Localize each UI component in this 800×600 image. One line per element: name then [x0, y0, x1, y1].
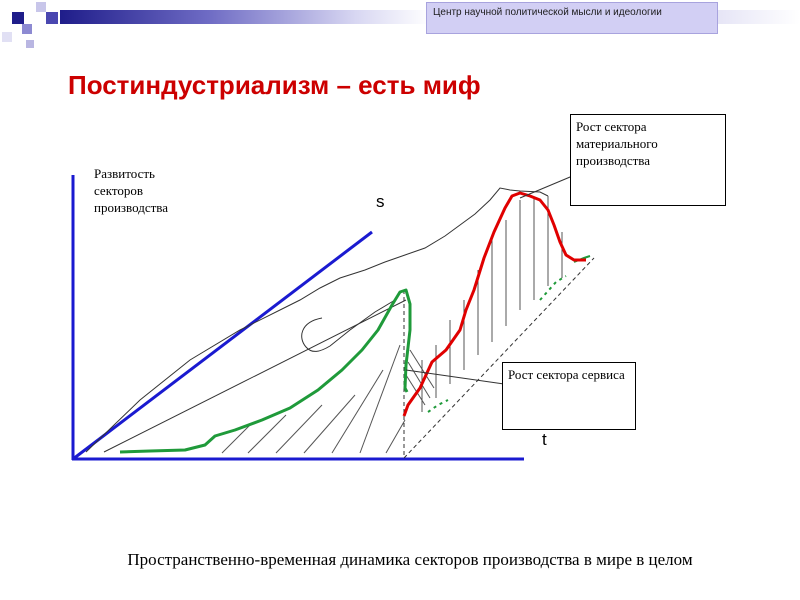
- callout-material-production: [570, 114, 726, 206]
- callout-service-label: Рост сектора сервиса: [508, 367, 625, 382]
- callout-material-label: Рост сектора материального производства: [576, 119, 658, 168]
- slide-caption: Пространственно-временная динамика секторов производства в мире в целом: [127, 550, 693, 569]
- transition-hatching: [406, 350, 434, 405]
- service-sector-curve-dashed: [540, 276, 566, 300]
- callout-service-sector: [502, 362, 636, 430]
- service-sector-curve-dashed-low: [428, 400, 448, 412]
- envelope-outline: [86, 188, 548, 452]
- s-axis: [73, 232, 372, 459]
- t-axis-label: t: [542, 430, 547, 449]
- org-name: Центр научной политической мысли и идеологии: [433, 7, 662, 18]
- service-hatching: [222, 345, 405, 453]
- slide-title: Постиндустриализм – есть миф: [68, 70, 481, 100]
- s-axis-label: s: [376, 192, 385, 211]
- y-axis-label: Развитость секторов производства: [94, 166, 169, 215]
